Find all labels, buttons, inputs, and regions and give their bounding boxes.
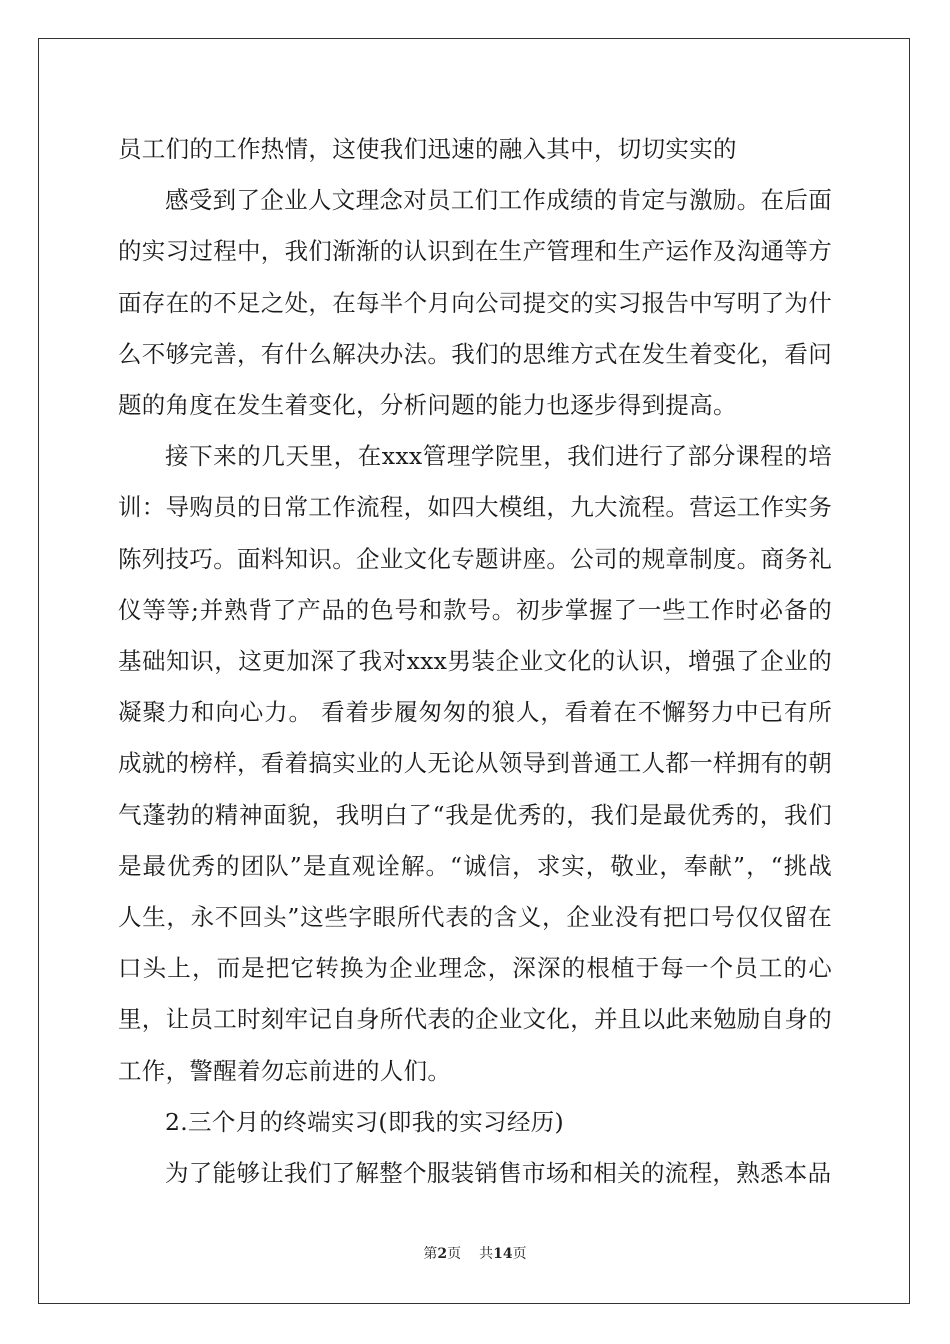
- document-body: [118, 124, 832, 1199]
- paragraph-4: 为了能够让我们了解整个服装销售市场和相关的流程，熟悉本品: [165, 1159, 832, 1188]
- paragraph-1: 员工们的工作热情，这使我们迅速的融入其中，切切实实的: [118, 135, 737, 163]
- page-current: 2: [437, 1246, 448, 1262]
- section-heading: 2.三个月的终端实习(即我的实习经历): [165, 1107, 564, 1136]
- page-prefix: 第: [423, 1246, 438, 1262]
- total-prefix: 共: [479, 1246, 494, 1262]
- total-suffix: 页: [512, 1246, 527, 1262]
- page-total: 14: [493, 1246, 513, 1262]
- page-footer: [0, 1244, 950, 1264]
- paragraph-2: 感受到了企业人文理念对员工们工作成绩的肯定与激励。在后面的实习过程中，我们渐渐的认识到在生产管理和生产运作及沟通等方面存在的不足之处，在每半个月向公司提交的实习报告中写明了为什么不够完善，有什么解决办法。我们的思维方式在发生着变化，看问题的角度在发生着变化，分析问题的能力也逐步得到提高。: [118, 186, 832, 420]
- page-suffix: 页: [447, 1246, 462, 1262]
- paragraph-3: 接下来的几天里，在xxx管理学院里，我们进行了部分课程的培训：导购员的日常工作流程，如四大模组，九大流程。营运工作实务陈列技巧。面料知识。企业文化专题讲座。公司的规章制度。商务礼仪等等;并熟背了产品的色号和款号。初步掌握了一些工作时必备的基础知识，这更加深了我对xxx男装企业文化的认识，增强了企业的凝聚力和向心力。 看着步履匆匆的狼人，看着在不懈努力中已有所成就的榜样，看着搞实业的人无论从领导到普通工人都一样拥有的朝气蓬勃的精神面貌，我明白了“我是优秀的，我们是最优秀的，我们是最优秀的团队”是直观诠解。“诚信，求实，敬业，奉献”，“挑战人生，永不回头”这些字眼所代表的含义，企业没有把口号仅仅留在口头上，而是把它转换为企业理念，深深的根植于每一个员工的心里，让员工时刻牢记自身所代表的企业文化，并且以此来勉励自身的工作，警醒着勿忘前进的人们。: [118, 442, 832, 1085]
